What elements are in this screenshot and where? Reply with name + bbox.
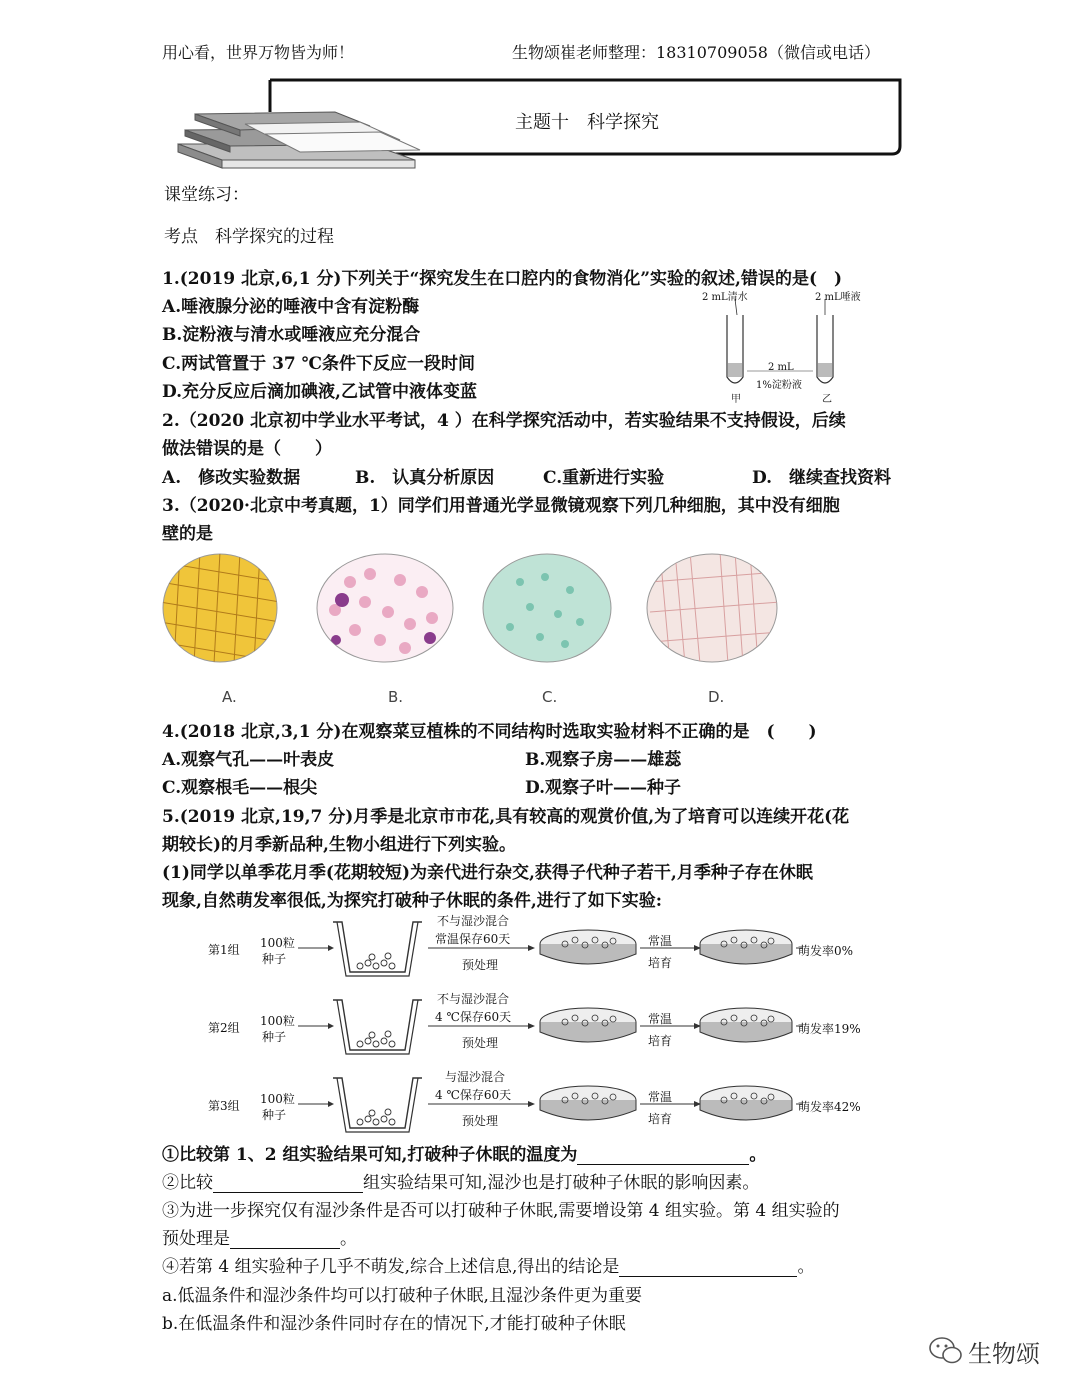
tube-a-label: 甲 [731,394,741,405]
seed-count: 100粒 [260,1014,295,1028]
seed-label: 种子 [262,1030,287,1044]
header-right: 生物颂崔老师整理：18310709058（微信或电话） [512,43,880,62]
culture-2: 培育 [648,1034,673,1048]
condition-1: 不与湿沙混合 [437,992,510,1006]
germination-rate: 萌发率42% [798,1100,861,1114]
group-name: 第2组 [208,1021,240,1035]
culture-1: 常温 [648,934,673,948]
q5-stem-1: 5.(2019 北京,19,7 分)月季是北京市市花,具有较高的观赏价值,为了培育可以连续开花(花 [162,807,850,827]
q1-option-c: C.两试管置于 37 ℃条件下反应一段时间 [162,354,476,374]
answer-blank-1[interactable] [577,1146,749,1165]
pretreatment-label: 预处理 [462,1036,499,1050]
condition-2: 4 ℃保存60天 [435,1010,512,1024]
germination-rate: 萌发率19% [798,1022,861,1036]
q2-option-b: B. 认真分析原因 [355,468,495,488]
practice-label: 课堂练习： [164,185,249,205]
banner-title: 主题十 科学探究 [515,112,659,133]
q1-stem: 1.(2019 北京,6,1 分)下列关于“探究发生在口腔内的食物消化”实验的叙述,错误的是( ) [162,269,843,289]
q4-option-a: A.观察气孔——叶表皮 [162,750,335,770]
watermark-text: 生物颂 [968,1340,1040,1368]
q2-option-a: A. 修改实验数据 [162,468,301,488]
q5-choice-a: a.低温条件和湿沙条件均可以打破种子休眠,且湿沙条件更为重要 [162,1286,642,1306]
tube-a-top: 2 mL清水 [702,292,748,303]
culture-2: 培育 [648,1112,673,1126]
cell-label-a: A. [222,688,237,706]
q3-stem-1: 3.（2020·北京中考真题，1）同学们用普通光学显微镜观察下列几种细胞，其中没有细胞 [162,496,840,516]
q5-sub-1: (1)同学以单季花月季(花期较短)为亲代进行杂交,获得子代种子若干,月季种子存在休眠 [162,863,813,883]
q2-stem-1: 2.（2020 北京初中学业水平考试，4 ）在科学探究活动中，若实验结果不支持假设，后续 [162,411,846,431]
answer-blank-3[interactable] [230,1230,340,1249]
middle-label-1: 2 mL [768,362,794,373]
q5-stem-2: 期较长)的月季新品种,生物小组进行下列实验。 [162,835,516,855]
group-name: 第3组 [208,1099,240,1113]
answer-blank-2[interactable] [213,1174,363,1193]
q2-option-d: D. 继续查找资料 [752,468,892,488]
tube-b-top: 2 mL唾液 [815,292,861,303]
culture-2: 培育 [648,956,673,970]
seed-count: 100粒 [260,1092,295,1106]
culture-1: 常温 [648,1090,673,1104]
q5-s3b: 预处理是 。 [162,1229,357,1249]
blood-cell-image [317,554,453,662]
experiment-drawings [200,908,900,1140]
seed-label: 种子 [262,952,287,966]
q1-option-d: D.充分反应后滴加碘液,乙试管中液体变蓝 [162,382,477,402]
q5-choice-b: b.在低温条件和湿沙条件同时存在的情况下,才能打破种子休眠 [162,1314,626,1334]
seed-label: 种子 [262,1108,287,1122]
pretreatment-label: 预处理 [462,958,499,972]
culture-1: 常温 [648,1012,673,1026]
q5-s2: ②比较 组实验结果可知,湿沙也是打破种子休眠的影响因素。 [162,1173,760,1193]
onion-cell-image [160,552,280,664]
condition-1: 与湿沙混合 [445,1070,506,1084]
experiment-diagram [200,908,900,1133]
q4-option-c: C.观察根毛——根尖 [162,778,318,798]
q5-s3a: ③为进一步探究仅有湿沙条件是否可以打破种子休眠,需要增设第 4 组实验。第 4 组实验的 [162,1201,840,1221]
cell-label-b: B. [388,688,404,706]
cell-label-c: C. [542,688,558,706]
seed-count: 100粒 [260,936,295,950]
topic-label: 考点 科学探究的过程 [164,227,334,247]
q5-s1: ①比较第 1、2 组实验结果可知,打破种子休眠的温度为 。 [162,1145,767,1165]
q4-stem: 4.(2018 北京,3,1 分)在观察菜豆植株的不同结构时选取实验材料不正确的是 ( ) [162,722,817,742]
plant-tissue-image [647,552,780,664]
q2-stem-2: 做法错误的是（ ） [162,439,332,459]
q4-option-d: D.观察子叶——种子 [525,778,682,798]
wechat-icon [928,1334,964,1368]
q2-option-c: C.重新进行实验 [543,468,665,488]
germination-rate: 萌发率0% [798,944,854,958]
condition-1: 不与湿沙混合 [437,914,510,928]
group-name: 第1组 [208,943,240,957]
tissue-cell-image [483,554,611,662]
q1-option-a: A.唾液腺分泌的唾液中含有淀粉酶 [162,297,420,317]
pretreatment-label: 预处理 [462,1114,499,1128]
books-icon [178,112,420,168]
q3-stem-2: 壁的是 [162,524,213,544]
q4-option-b: B.观察子房——雄蕊 [525,750,682,770]
tube-b-label: 乙 [822,394,832,405]
q5-sub-2: 现象,自然萌发率很低,为探究打破种子休眠的条件,进行了如下实验: [162,891,663,911]
condition-2: 4 ℃保存60天 [435,1088,512,1102]
microscope-images [160,552,790,670]
answer-blank-4[interactable] [619,1258,797,1277]
cell-label-d: D. [708,688,725,706]
q1-option-b: B.淀粉液与清水或唾液应充分混合 [162,325,421,345]
header-left: 用心看，世界万物皆为师！ [162,43,355,62]
condition-2: 常温保存60天 [435,932,511,946]
middle-label-2: 1%淀粉液 [756,380,802,391]
q5-s4: ④若第 4 组实验种子几乎不萌发,综合上述信息,得出的结论是 。 [162,1257,815,1277]
